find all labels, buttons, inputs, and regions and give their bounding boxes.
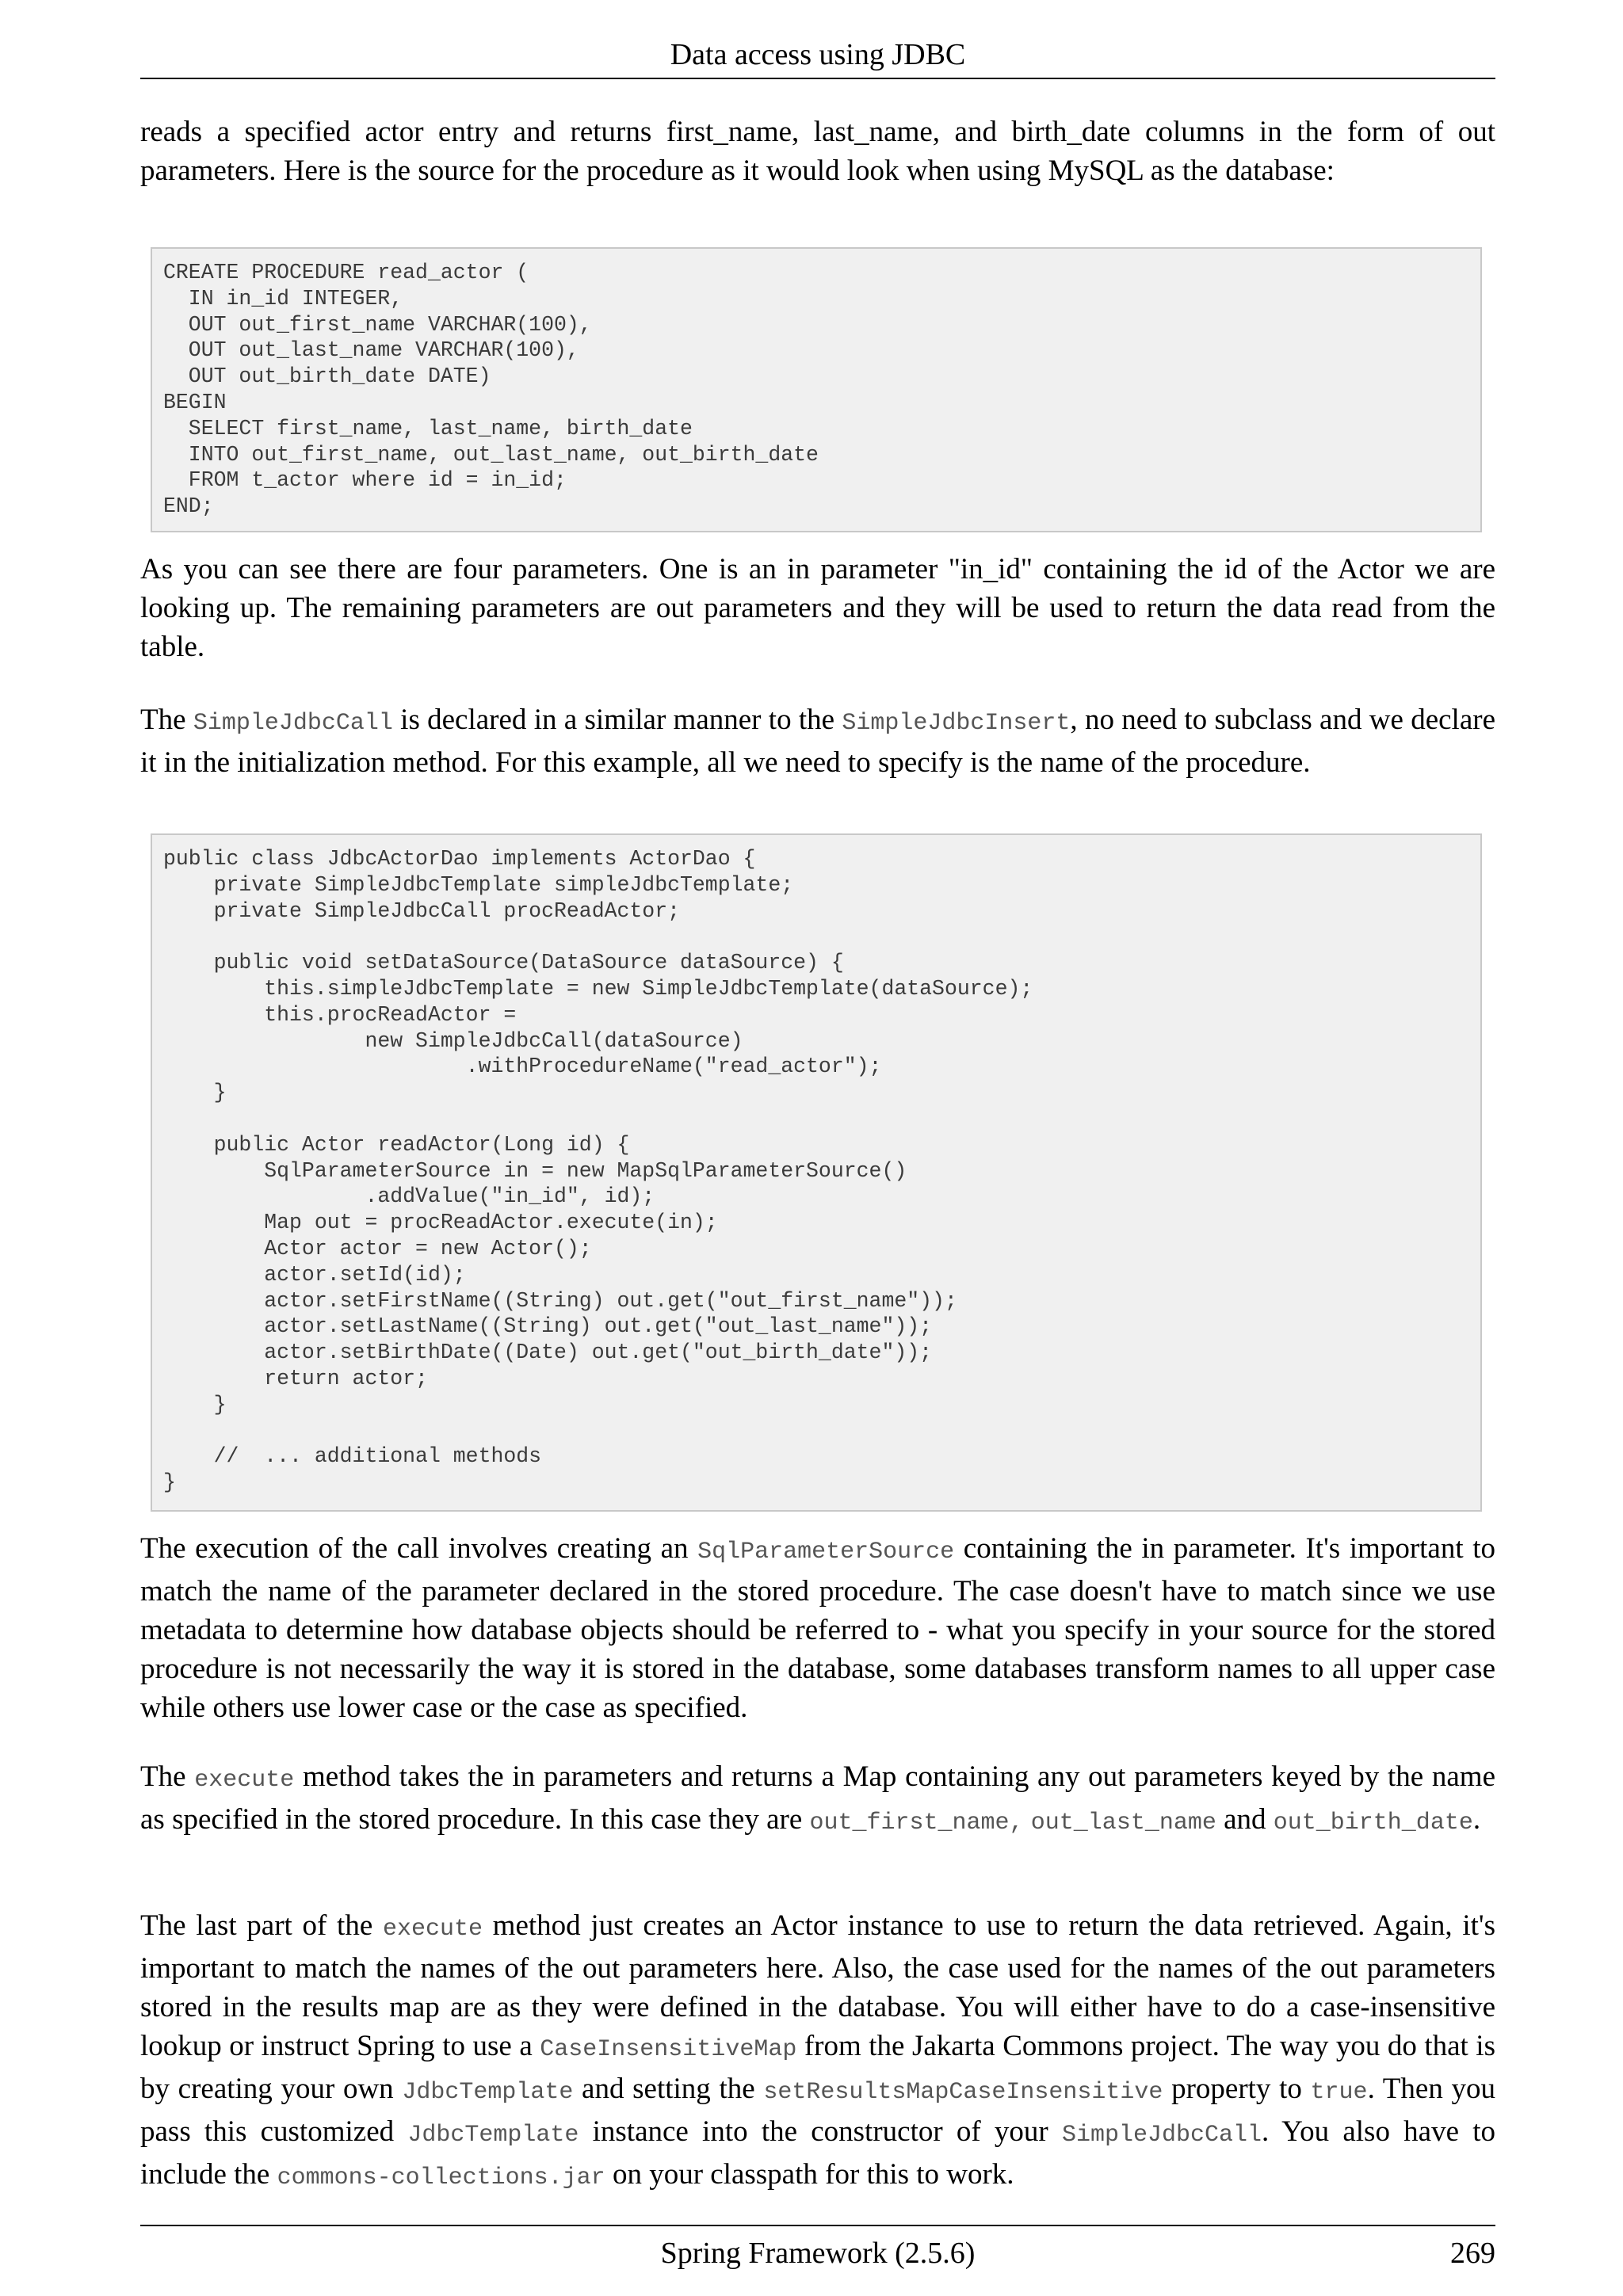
text-run: , no need to subclass and we declare it in the initialization method. For this example, all we need to specify is the name of the procedure.: [140, 704, 1495, 779]
paragraph-parameters: As you can see there are four parameters. One is an in parameter "in_id" containing the id of the Actor we are looking up. The remaining parameters are out parameters and they will be used to return the data read from the table.: [140, 553, 1495, 663]
inline-code: out_first_name,: [809, 1810, 1024, 1836]
footer-title: Spring Framework (2.5.6): [660, 2237, 976, 2270]
inline-code: true: [1310, 2079, 1368, 2106]
inline-code: CaseInsensitiveMap: [540, 2036, 797, 2063]
inline-code: SimpleJdbcCall: [1061, 2122, 1262, 2149]
code-block-java: public class JdbcActorDao implements ActorDao { private SimpleJdbcTemplate simpleJdbcTemplate; private SimpleJdbcCall procReadActor; public void setDataSource(DataSource dataSource) { this.simpleJdbcTemplate = new SimpleJdbcTemplate(dataSource); this.procReadActor = new SimpleJdbcCall(dataSource) .withProcedureName("read_actor"); } public Actor readActor(Long id) { SqlParameterSource in = new MapSqlParameterSource() .addValue("in_id", id); Map out = procReadActor.execute(in); Actor actor = new Actor(); actor.setId(id); actor.setFirstName((String) out.get("out_first_name")); actor.setLastName((String) out.get("out_last_name")); actor.setBirthDate((Date) out.get("out_birth_date")); return actor; } // ... additional methods }: [151, 833, 1482, 1512]
footer-rule: [140, 2225, 1495, 2226]
text-run: from the Jakarta Commons project. The way you do that is by creating your own: [140, 2030, 1495, 2105]
page-number: 269: [1450, 2237, 1495, 2270]
inline-code: setResultsMapCaseInsensitive: [763, 2079, 1163, 2106]
running-header: Data access using JDBC: [670, 38, 966, 71]
inline-code: SqlParameterSource: [697, 1539, 955, 1566]
inline-code: JdbcTemplate: [407, 2122, 579, 2149]
text-run: containing the in parameter. It's important to match the name of the parameter declared in the stored procedure. The case doesn't have to match since we use metadata to determine how database objects should be referred to - what you specify in your source for the stored procedure is not necessarily the way it is stored in the database, some databases transform names to all upper case while others use lower case or the case as specified.: [140, 1532, 1496, 1724]
text-run: The last part of the: [140, 1909, 383, 1942]
text-run: . Then you pass this customized: [140, 2073, 1495, 2148]
text-run: The: [140, 704, 193, 736]
inline-code: execute: [194, 1767, 295, 1794]
paragraph-execute-method: [140, 1757, 1495, 1843]
inline-code: commons-collections.jar: [277, 2164, 605, 2191]
text-run: method takes the in parameters and returns a Map containing any out parameters keyed by the name as specified in the stored procedure. In this case they are: [140, 1760, 1495, 1836]
paragraph-execution: [140, 1529, 1495, 1727]
inline-code: SimpleJdbcInsert: [842, 710, 1071, 737]
text-run: [1024, 1803, 1031, 1836]
inline-code: out_birth_date: [1273, 1810, 1473, 1836]
text-run: .: [1472, 1803, 1481, 1836]
inline-code: SimpleJdbcCall: [193, 710, 393, 737]
text-run: instance into the constructor of your: [579, 2115, 1062, 2148]
text-run: and: [1216, 1803, 1274, 1836]
paragraph-last-part: [140, 1906, 1495, 2198]
text-run: . You also have to include the: [140, 2115, 1496, 2191]
inline-code: out_last_name: [1030, 1810, 1216, 1836]
header-rule: [140, 78, 1495, 79]
text-run: on your classpath for this to work.: [605, 2158, 1014, 2191]
code-block-procedure: CREATE PROCEDURE read_actor ( IN in_id INTEGER, OUT out_first_name VARCHAR(100), OUT out_last_name VARCHAR(100), OUT out_birth_date DATE) BEGIN SELECT first_name, last_name, birth_date INTO out_first_name, out_last_name, out_birth_date FROM t_actor where id = in_id; END;: [151, 247, 1482, 532]
paragraph-intro: reads a specified actor entry and returns first_name, last_name, and birth_date columns in the form of out parameters. Here is the source for the procedure as it would look when using MySQL as the database:: [140, 116, 1495, 187]
inline-code: JdbcTemplate: [402, 2079, 574, 2106]
text-run: method just creates an Actor instance to use to return the data retrieved. Again, it's important to match the names of the out parameters here. Also, the case used for the names of the out parameters stored in the results map are as they were defined in the database. You will either have to do a case-insensitive lookup or instruct Spring to use a: [140, 1909, 1495, 2062]
text-run: property to: [1163, 2073, 1311, 2105]
running-footer: [140, 2231, 1495, 2275]
paragraph-simplejdbccall: [140, 700, 1495, 782]
inline-code: execute: [382, 1916, 483, 1943]
text-run: is declared in a similar manner to the: [392, 704, 842, 736]
text-run: The execution of the call involves creating an: [140, 1532, 698, 1565]
text-run: and setting the: [573, 2073, 764, 2105]
text-run: The: [140, 1760, 195, 1793]
